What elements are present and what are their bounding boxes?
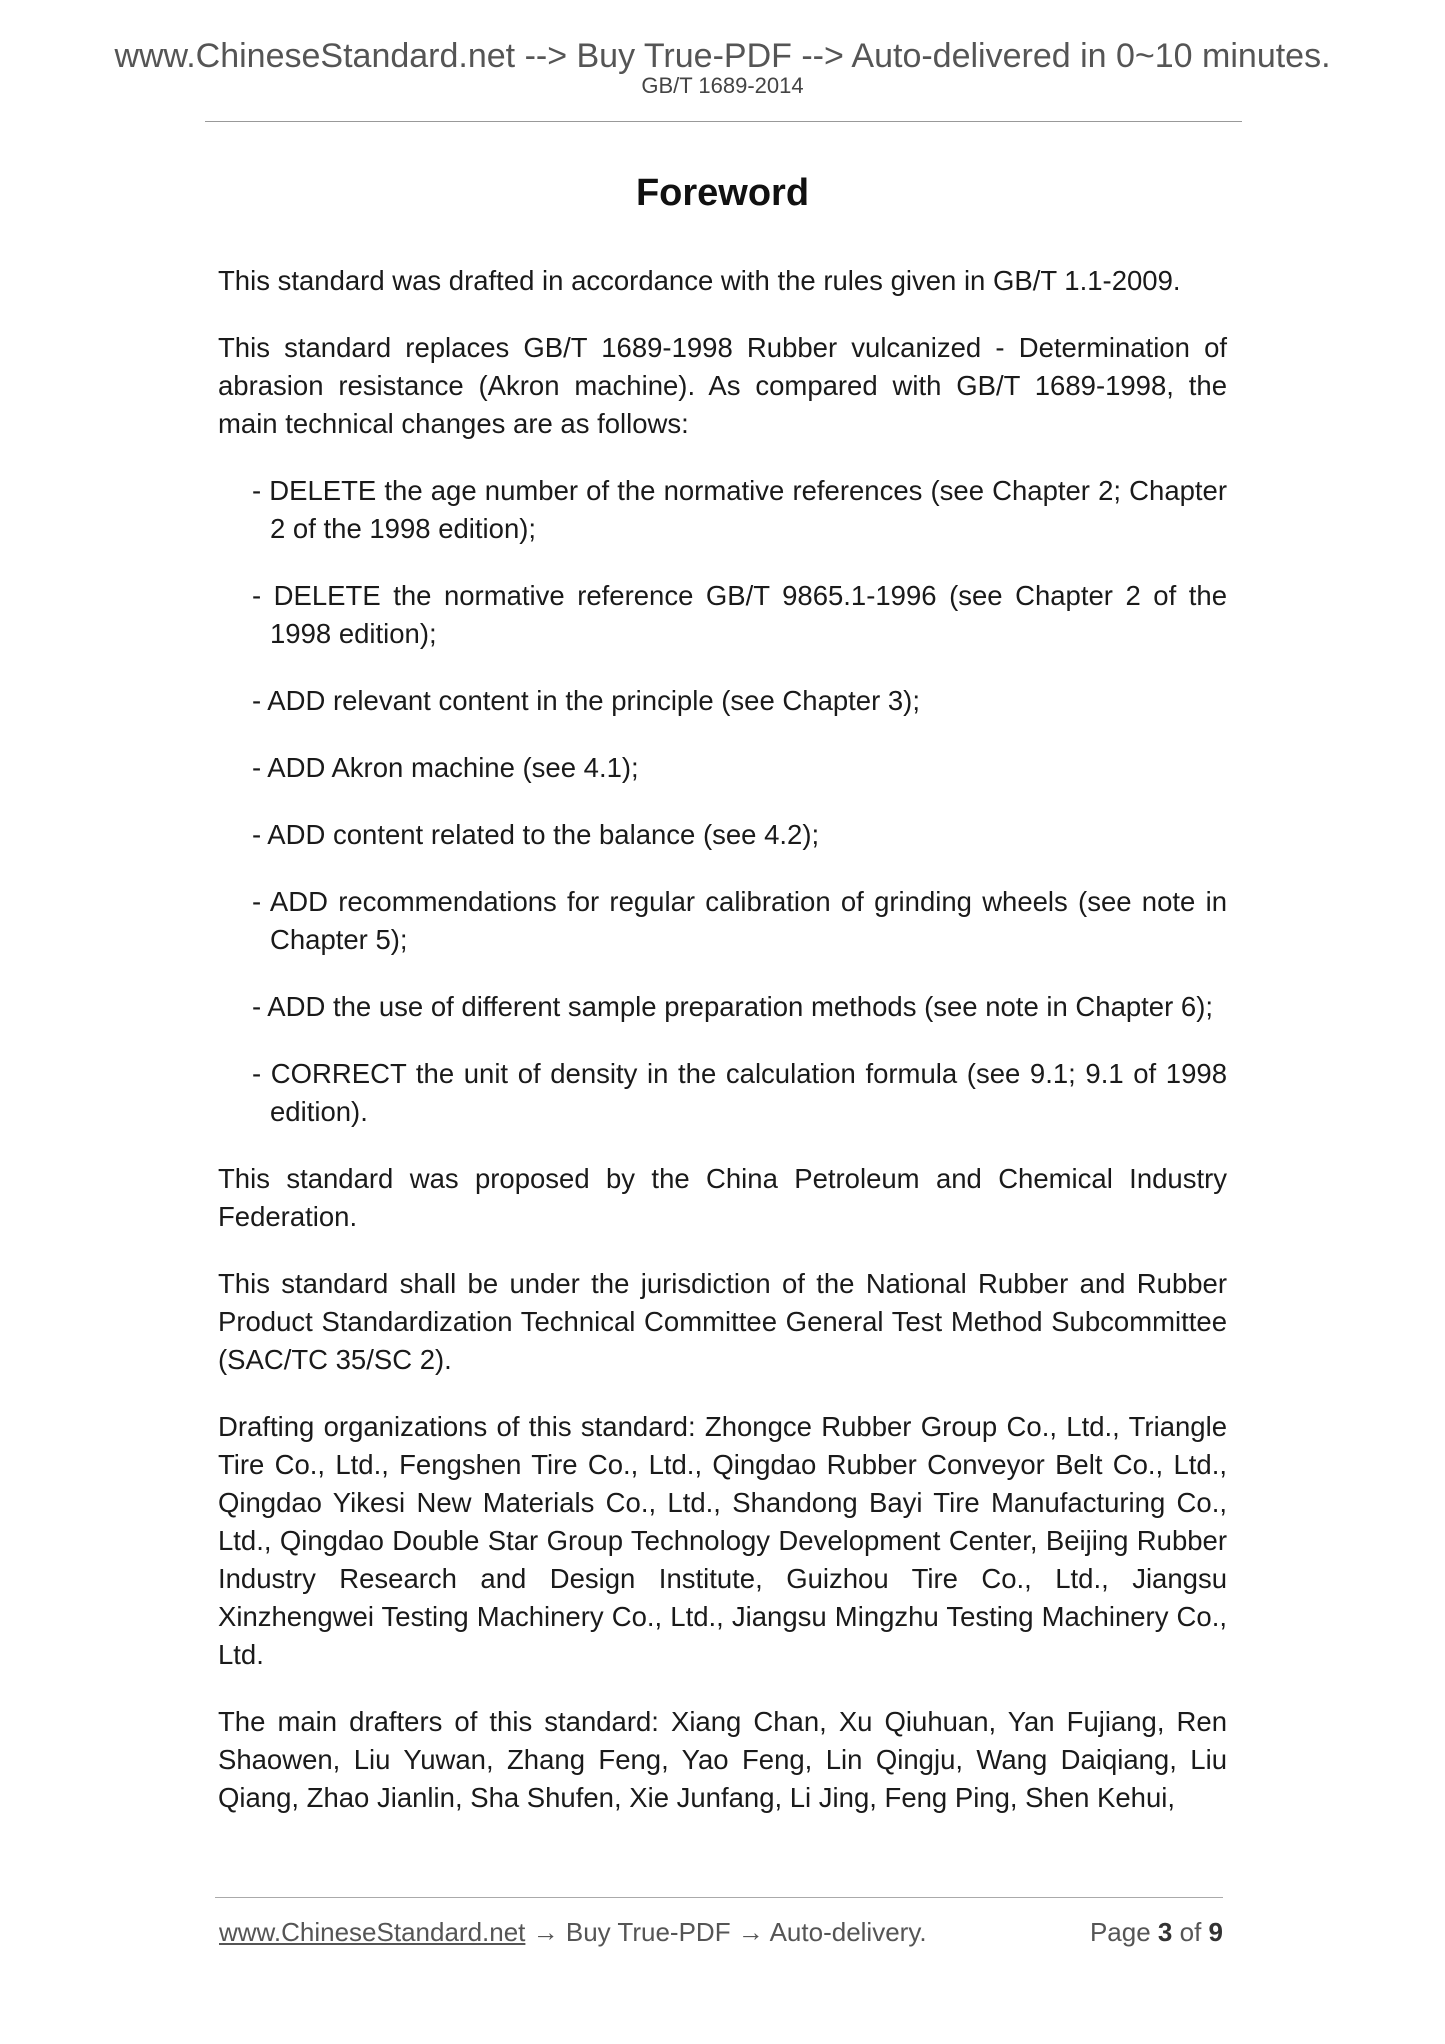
- page-title: Foreword: [635, 172, 810, 214]
- drafting-rules-paragraph: This standard was drafted in accordance with the rules given in GB/T 1.1-2009.: [218, 265, 1181, 296]
- footer-delivery-note: [219, 1915, 927, 1949]
- footer-delivery-text: → Buy True-PDF → Auto-delivery.: [532, 1917, 927, 1947]
- page-of-label: of: [1179, 1917, 1202, 1947]
- footer-divider: [215, 1897, 1223, 1898]
- page-label: Page: [1089, 1917, 1151, 1947]
- list-item: - ADD relevant content in the principle (see Chapter 3);: [252, 685, 920, 716]
- document-body: [218, 262, 1227, 1817]
- technical-changes-list: [218, 472, 1227, 1131]
- list-item: - ADD the use of different sample preparation methods (see note in Chapter 6);: [252, 991, 1213, 1022]
- top-banner: www.ChineseStandard.net --> Buy True-PDF --> Auto-delivered in 0~10 minutes.: [114, 37, 1331, 75]
- page-current: 3: [1157, 1917, 1173, 1947]
- page-number: [1090, 1915, 1223, 1949]
- header-divider: [205, 121, 1242, 122]
- main-drafters-paragraph: The main drafters of this standard: Xiang Chan, Xu Qiuhuan, Yan Fujiang, Ren Shaowen, Liu Yuwan, Zhang Feng, Yao Feng, Lin Qingju, Wang Daiqiang, Liu Qiang, Zhao Jianlin, Sha Shufen, Xie Junfang, Li Jing, Feng Ping, Shen Kehui,: [218, 1706, 1227, 1813]
- page-footer: [219, 1915, 1223, 1949]
- footer-website-link[interactable]: www.ChineseStandard.net: [219, 1917, 526, 1947]
- list-item: - ADD content related to the balance (see 4.2);: [252, 819, 820, 850]
- list-item: - ADD Akron machine (see 4.1);: [252, 752, 639, 783]
- drafting-organizations-paragraph: Drafting organizations of this standard: Zhongce Rubber Group Co., Ltd., Triangle Tire Co., Ltd., Fengshen Tire Co., Ltd., Qingdao Rubber Conveyor Belt Co., Ltd., Qingdao Yikesi New Materials Co., Ltd., Shandong Bayi Tire Manufacturing Co., Ltd., Qingdao Double Star Group Technology Development Center, Beijing Rubber Industry Research and Design Institute, Guizhou Tire Co., Ltd., Jiangsu Xinzhengwei Testing Machinery Co., Ltd., Jiangsu Mingzhu Testing Machinery Co., Ltd.: [218, 1411, 1227, 1670]
- page-total: 9: [1208, 1917, 1223, 1947]
- list-item: - CORRECT the unit of density in the calculation formula (see 9.1; 9.1 of 1998 edition).: [252, 1058, 1227, 1127]
- jurisdiction-paragraph: This standard shall be under the jurisdiction of the National Rubber and Rubber Product Standardization Technical Committee General Test Method Subcommittee (SAC/TC 35/SC 2).: [218, 1268, 1227, 1375]
- document-code: GB/T 1689-2014: [641, 73, 804, 98]
- replacement-paragraph: This standard replaces GB/T 1689-1998 Rubber vulcanized - Determination of abrasion resistance (Akron machine). As compared with GB/T 1689-1998, the main technical changes are as follows:: [218, 332, 1227, 439]
- proposer-paragraph: This standard was proposed by the China Petroleum and Chemical Industry Federation.: [218, 1163, 1227, 1232]
- list-item: - DELETE the age number of the normative references (see Chapter 2; Chapter 2 of the 1998 edition);: [252, 475, 1227, 544]
- list-item: - ADD recommendations for regular calibration of grinding wheels (see note in Chapter 5);: [252, 886, 1227, 955]
- list-item: - DELETE the normative reference GB/T 9865.1-1996 (see Chapter 2 of the 1998 edition);: [252, 580, 1227, 649]
